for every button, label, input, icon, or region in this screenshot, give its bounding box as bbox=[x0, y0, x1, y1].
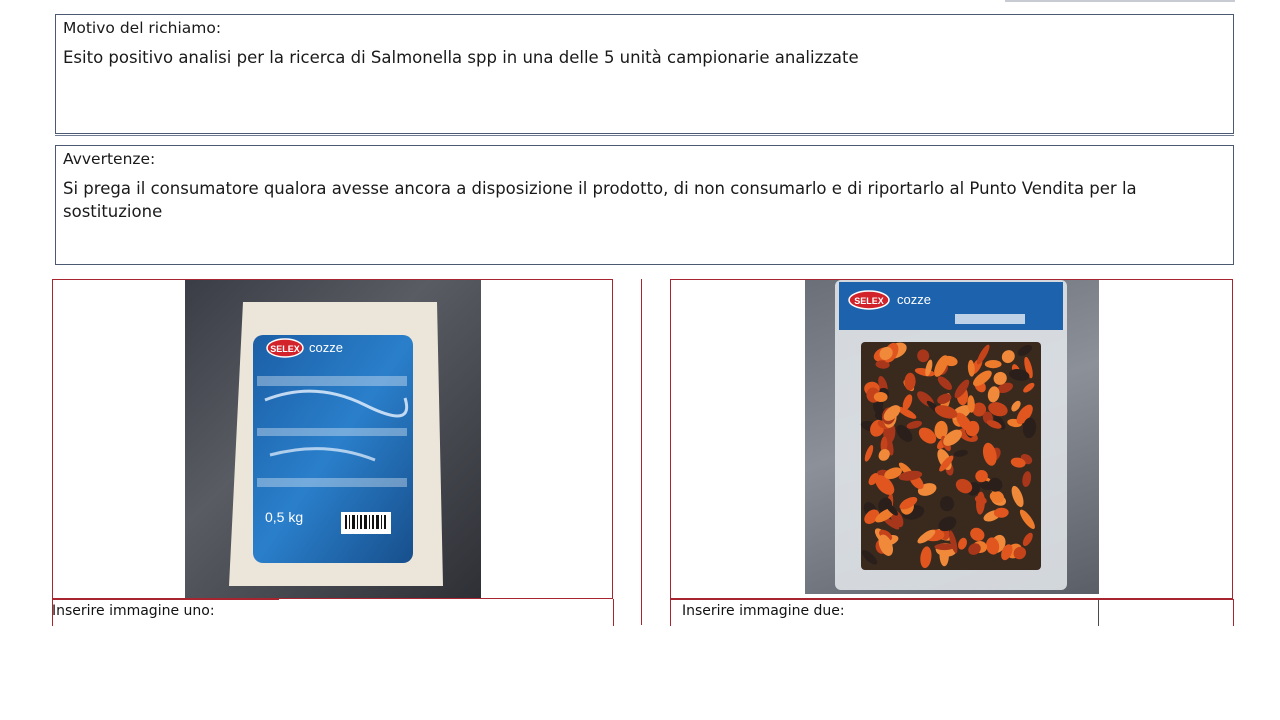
brand-text-right: SELEX bbox=[854, 296, 884, 306]
image-two-caption: Inserire immagine due: bbox=[682, 603, 845, 619]
caption-side-cell bbox=[1098, 600, 1232, 626]
weight-text-left: 0,5 kg bbox=[265, 509, 304, 525]
product-photo-tray bbox=[805, 280, 1099, 594]
section-separator bbox=[55, 135, 1234, 136]
recall-reason-label: Motivo del richiamo: bbox=[63, 19, 222, 37]
top-edge-line bbox=[1005, 0, 1235, 2]
recall-reason-box bbox=[55, 14, 1234, 134]
package-illustration bbox=[185, 280, 481, 598]
brand-text-left: SELEX bbox=[270, 344, 300, 354]
mussel-shape bbox=[985, 360, 1002, 368]
panel-divider bbox=[641, 279, 642, 625]
warnings-text: Si prega il consumatore qualora avesse ancora a disposizione il prodotto, di non consumarlo e di riportarlo al Punto Vendita per la sostituzione bbox=[63, 179, 1137, 221]
product-text-right: cozze bbox=[897, 292, 931, 307]
image-one-caption: Inserire immagine uno: bbox=[52, 603, 215, 619]
mussel-shape bbox=[934, 544, 954, 551]
recall-reason-text: Esito positivo analisi per la ricerca di Salmonella spp in una delle 5 unità campionarie analizzate bbox=[63, 48, 859, 67]
tray-illustration bbox=[805, 280, 1099, 594]
product-photo-package bbox=[185, 280, 481, 598]
caption-top-line-one bbox=[52, 599, 279, 600]
warnings-box bbox=[55, 145, 1234, 265]
product-text-left: cozze bbox=[309, 340, 343, 355]
warnings-label: Avvertenze: bbox=[63, 150, 156, 168]
